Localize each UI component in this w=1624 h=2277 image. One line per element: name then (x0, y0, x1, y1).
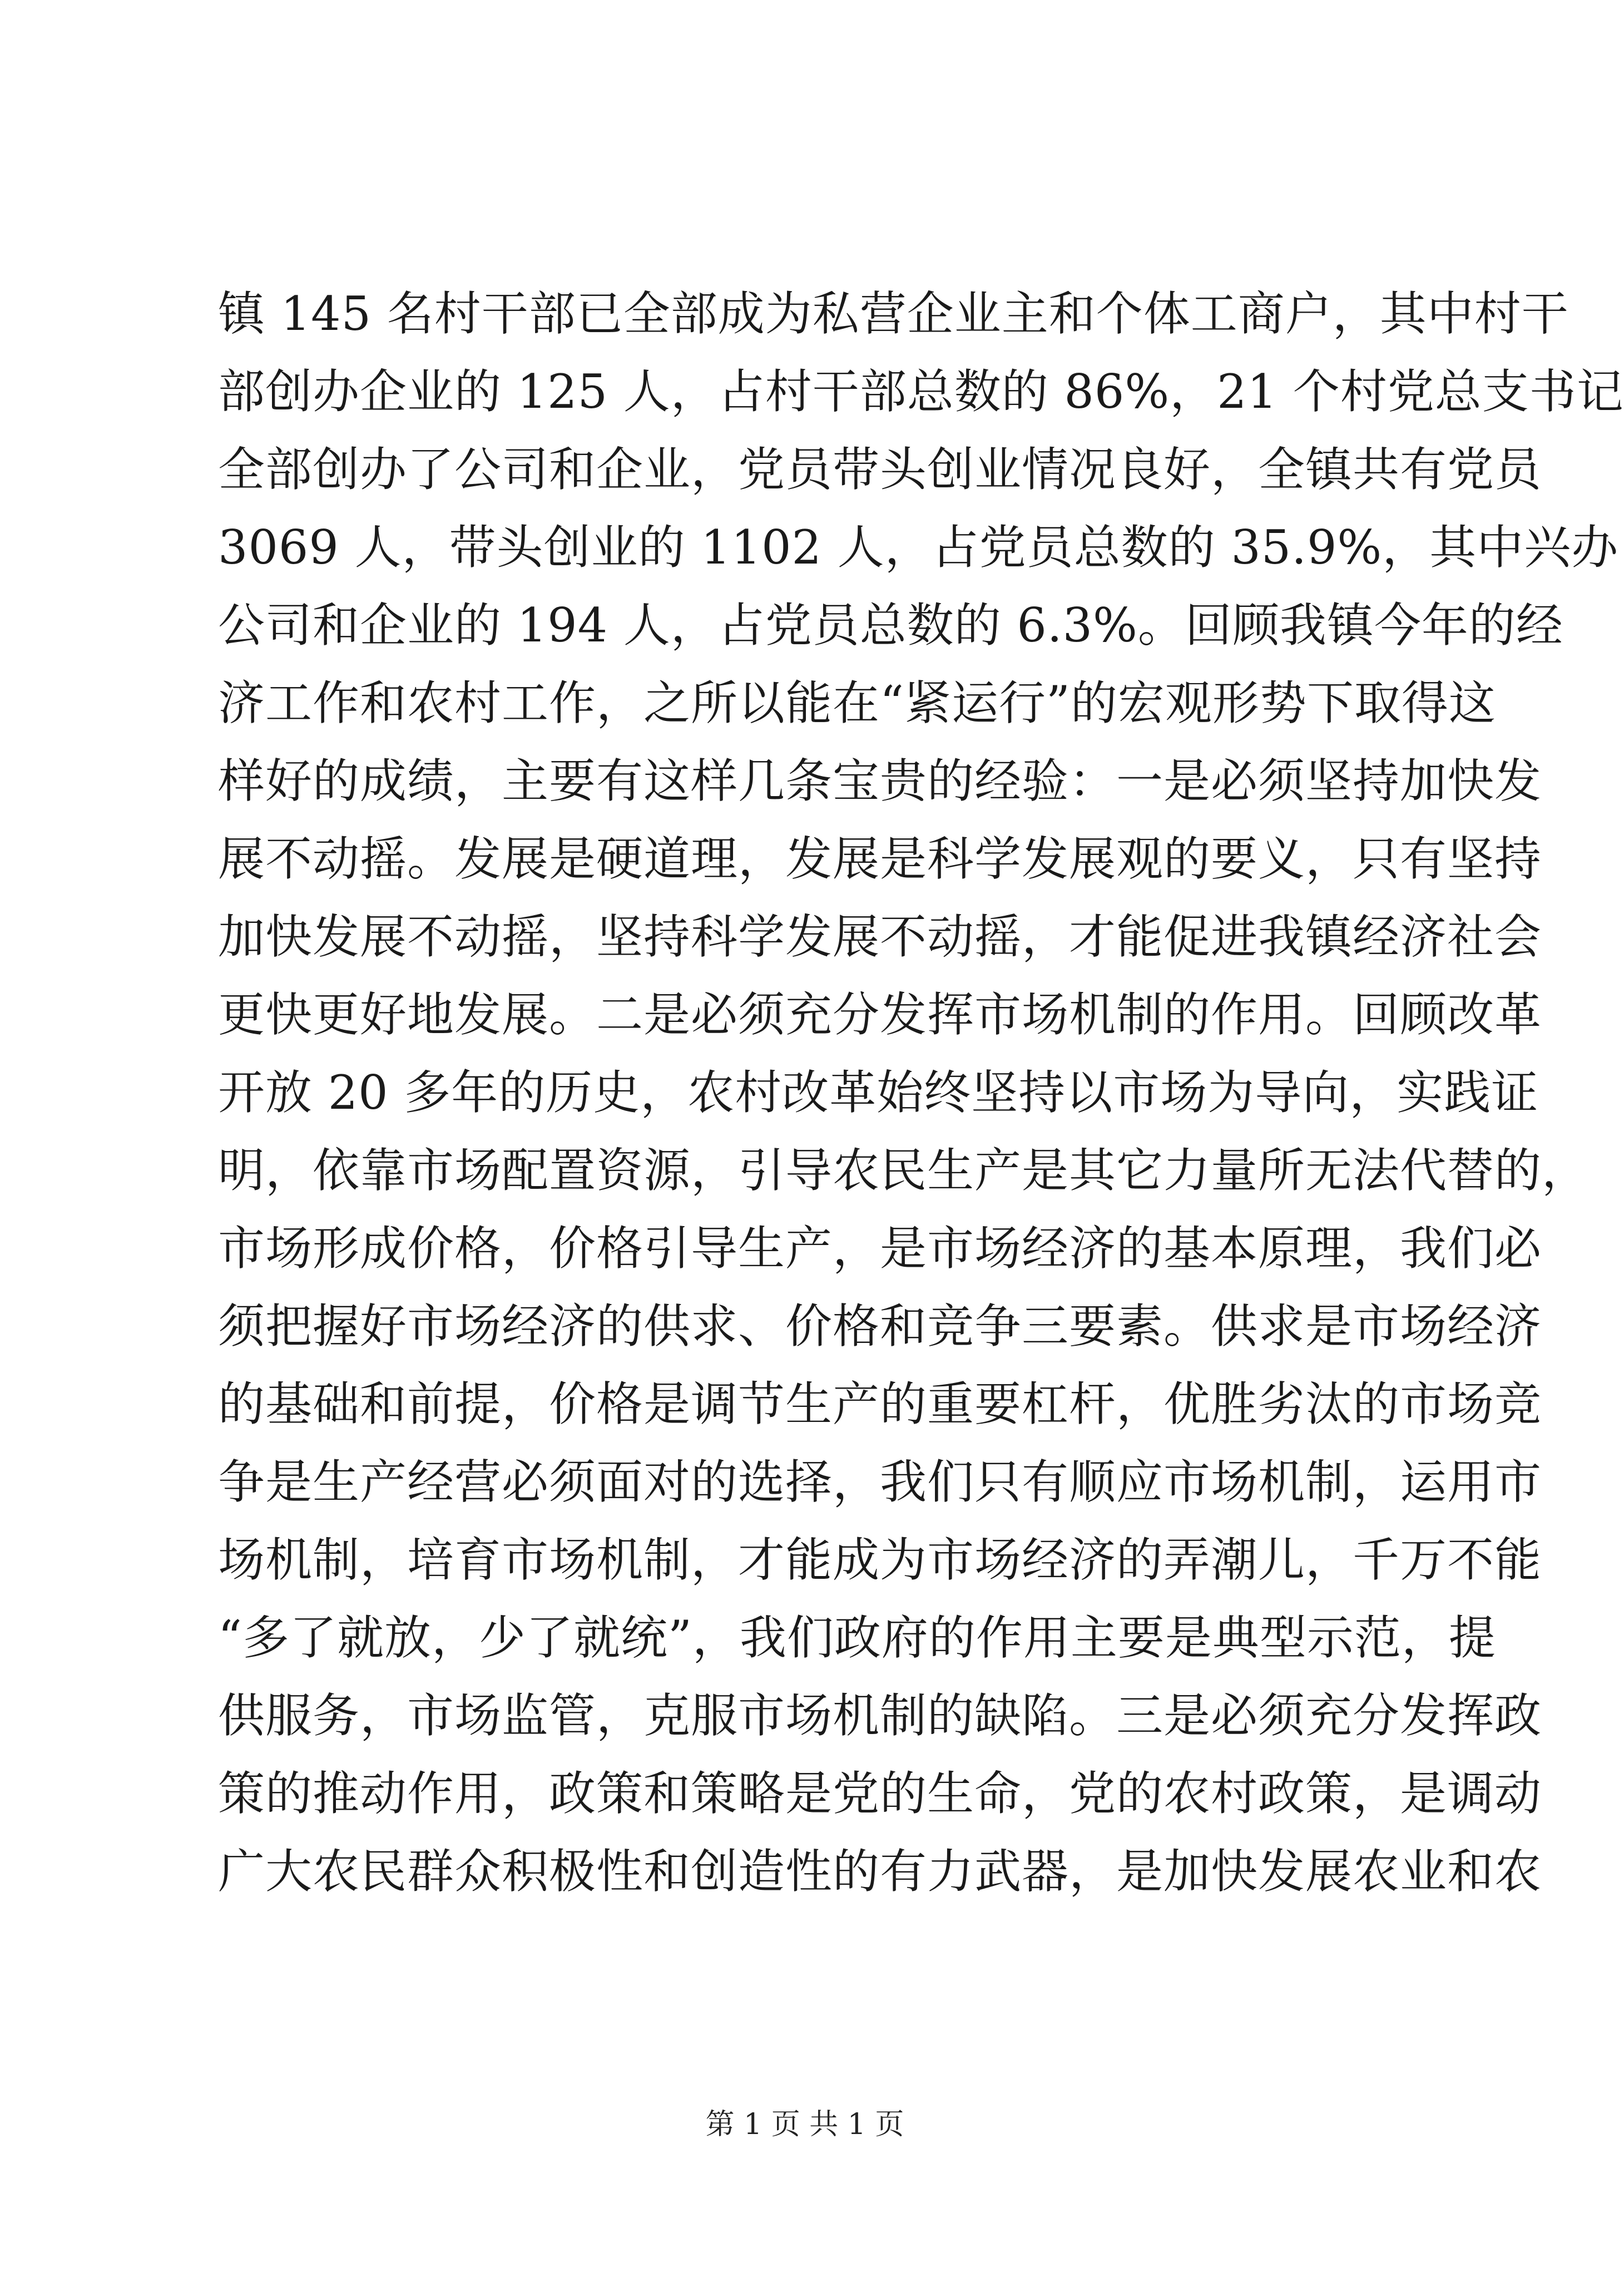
body-text (218, 275, 1624, 1910)
text-line: “多了就放，少了就统”，我们政府的作用主要是典型示范，提 (218, 1611, 1496, 1665)
text-line: 3069 人，带头创业的 1102 人，占党员总数的 35.9%，其中兴办 (218, 520, 1619, 575)
text-line: 全部创办了公司和企业，党员带头创业情况良好，全镇共有党员 (218, 442, 1542, 497)
text-line: 展不动摇。发展是硬道理，发展是科学发展观的要义，只有坚持 (218, 832, 1542, 886)
text-line: 市场形成价格，价格引导生产，是市场经济的基本原理，我们必 (218, 1221, 1542, 1276)
text-line: 开放 20 多年的历史，农村改革始终坚持以市场为导向，实践证 (218, 1065, 1539, 1120)
text-line: 公司和企业的 194 人，占党员总数的 6.3%。回顾我镇今年的经 (218, 598, 1563, 653)
text-line: 须把握好市场经济的供求、价格和竞争三要素。供求是市场经济 (218, 1299, 1542, 1354)
text-line: 的基础和前提，价格是调节生产的重要杠杆，优胜劣汰的市场竞 (218, 1377, 1542, 1431)
text-line: 镇 145 名村干部已全部成为私营企业主和个体工商户，其中村干 (218, 287, 1569, 341)
text-line: 策的推动作用，政策和策略是党的生命，党的农村政策，是调动 (218, 1766, 1542, 1821)
text-line: 部创办企业的 125 人，占村干部总数的 86%，21 个村党总支书记 (218, 364, 1624, 419)
text-line: 供服务，市场监管，克服市场机制的缺陷。三是必须充分发挥政 (218, 1688, 1542, 1743)
text-line: 样好的成绩，主要有这样几条宝贵的经验：一是必须坚持加快发 (218, 754, 1542, 808)
text-line: 场机制，培育市场机制，才能成为市场经济的弄潮儿，千万不能 (218, 1533, 1542, 1587)
text-line: 更快更好地发展。二是必须充分发挥市场机制的作用。回顾改革 (218, 987, 1542, 1042)
text-line: 加快发展不动摇，坚持科学发展不动摇，才能促进我镇经济社会 (218, 910, 1542, 964)
text-line: 广大农民群众积极性和创造性的有力武器，是加快发展农业和农 (218, 1844, 1542, 1899)
text-line: 济工作和农村工作，之所以能在“紧运行”的宏观形势下取得这 (218, 676, 1496, 730)
page-number-footer: 第 1 页 共 1 页 (705, 2108, 904, 2141)
text-line: 争是生产经营必须面对的选择，我们只有顺应市场机制，运用市 (218, 1455, 1542, 1509)
text-line: 明，依靠市场配置资源，引导农民生产是其它力量所无法代替的， (218, 1143, 1590, 1198)
